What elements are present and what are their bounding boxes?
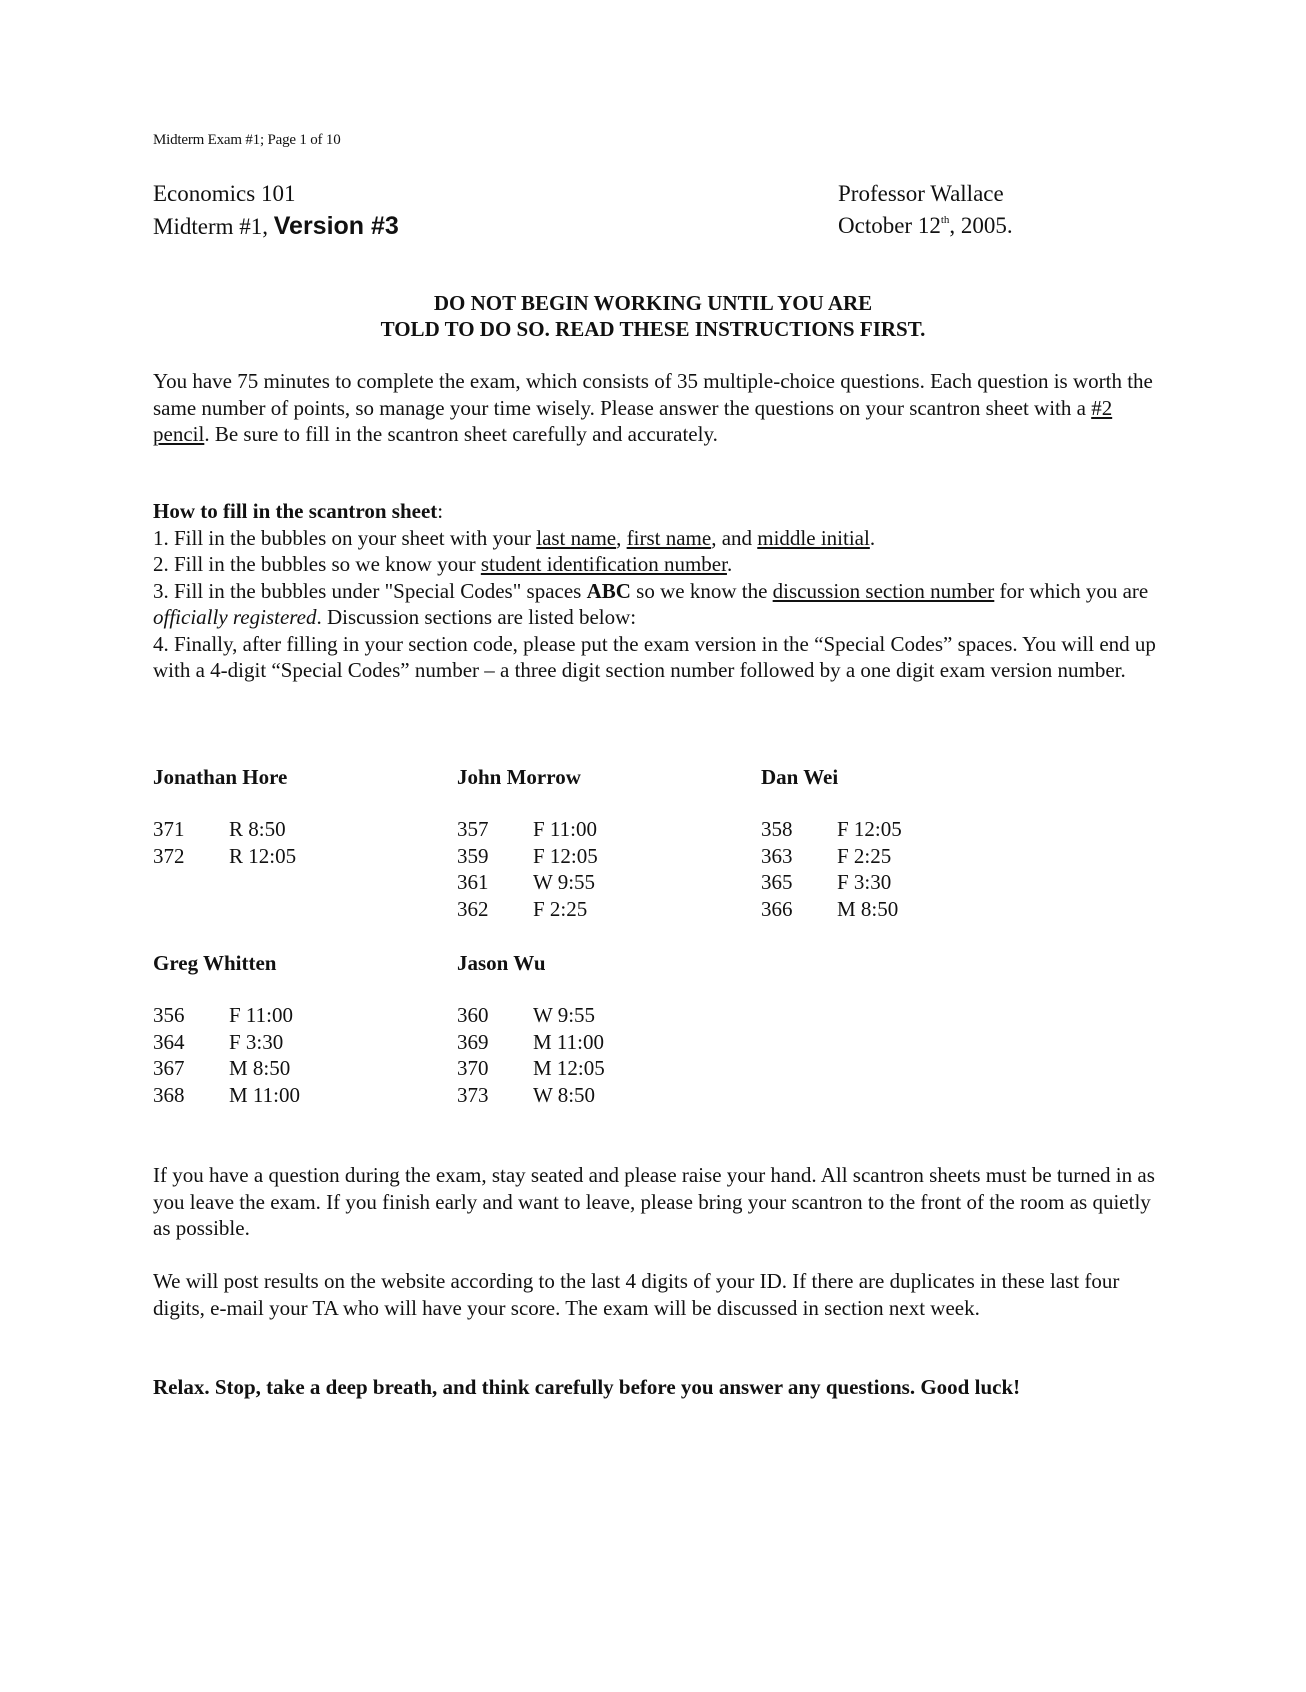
step-4: 4. Finally, after filling in your section code, please put the exam version in the “Special Codes” spaces. You will end up with a 4-digit “Special Codes” number – a three digit section number followed by a one digit exam version number.: [153, 631, 1156, 682]
section-number: 371: [153, 817, 185, 841]
section-number: 359: [457, 843, 489, 868]
section-number: 367: [153, 1056, 185, 1080]
how-to-title-text: How to fill in the scantron sheet: [153, 499, 438, 523]
step-2-end: .: [726, 552, 733, 576]
step-3-text: 3. Fill in the bubbles under "Special Codes" spaces: [153, 578, 587, 603]
section-time: R 12:05: [229, 843, 297, 868]
ta-name: John Morrow: [457, 765, 581, 789]
section-number: 368: [153, 1082, 185, 1107]
step-1-sep: ,: [616, 525, 627, 550]
step-3-end: . Discussion sections are listed below:: [316, 605, 637, 629]
warning-line-2: TOLD TO DO SO. READ THESE INSTRUCTIONS FIRST.: [380, 317, 926, 341]
section-number: 357: [457, 817, 489, 841]
section-row: [153, 816, 296, 843]
professor-name: Professor Wallace: [838, 181, 1004, 206]
section-time: F 2:25: [533, 896, 588, 921]
section-number: 360: [457, 1003, 489, 1027]
exam-date-year: , 2005.: [949, 213, 1013, 238]
last-name-text: last name: [536, 525, 617, 550]
course-name: Economics 101: [153, 181, 296, 206]
page-header: Midterm Exam #1; Page 1 of 10: [153, 132, 341, 148]
step-2-text: 2. Fill in the bubbles so we know your: [153, 552, 481, 576]
exam-prefix: Midterm #1,: [153, 214, 274, 239]
section-number-text: discussion section number: [772, 578, 995, 603]
course-block: [153, 178, 399, 243]
officially-registered-text: officially registered: [153, 605, 317, 629]
section-time: F 3:30: [837, 870, 892, 894]
exam-date: [838, 210, 1013, 242]
step-1-text: 1. Fill in the bubbles on your sheet with your: [153, 525, 537, 550]
how-to-block: [153, 498, 1163, 684]
pencil-text: #2 pencil: [153, 395, 1113, 446]
section-number: 372: [153, 843, 185, 868]
questions-paragraph: If you have a question during the exam, stay seated and please raise your hand. All scantron sheets must be turned in as you leave the exam. If you finish early and want to leave, please bring your scantron to the front of the room as quietly as possible.: [153, 1163, 1155, 1240]
section-time: M 12:05: [533, 1056, 605, 1080]
ta-name: Jonathan Hore: [153, 765, 288, 789]
warning-line-1: DO NOT BEGIN WORKING UNTIL YOU ARE: [433, 291, 873, 315]
section-row: [457, 1082, 605, 1109]
step-1-end: .: [869, 525, 876, 550]
section-time: W 9:55: [533, 1003, 596, 1027]
section-row: [761, 869, 902, 896]
step-3-mid-2: for which you are: [994, 578, 1149, 603]
section-time: W 8:50: [533, 1082, 596, 1107]
student-id-text: student identification number: [480, 552, 727, 576]
step-3: [153, 578, 1163, 631]
section-row: [457, 843, 598, 870]
section-time: W 9:55: [533, 870, 596, 894]
ta-name: Dan Wei: [761, 765, 839, 789]
middle-initial-text: middle initial: [757, 525, 870, 550]
section-row: [457, 1029, 605, 1056]
exam-title: [153, 210, 399, 243]
results-paragraph: We will post results on the website according to the last 4 digits of your ID. If there are duplicates in these last four digits, e-mail your TA who will have your score. The exam will be discussed in section next week.: [153, 1269, 1120, 1320]
abc-text: ABC: [586, 578, 631, 603]
section-row: [153, 1002, 300, 1029]
how-to-colon: :: [437, 499, 444, 523]
ta-group-wei: [761, 764, 902, 922]
first-name-text: first name: [626, 525, 712, 550]
section-row: [153, 1055, 300, 1082]
how-to-title: [153, 498, 1163, 525]
section-row: [457, 896, 598, 923]
section-time: F 2:25: [837, 843, 892, 868]
ta-group-morrow: [457, 764, 598, 922]
section-row: [761, 896, 902, 923]
section-time: F 11:00: [229, 1003, 293, 1027]
warning-heading: [153, 290, 1153, 342]
section-row: [457, 816, 598, 843]
intro-text-2: . Be sure to fill in the scantron sheet carefully and accurately.: [204, 422, 718, 446]
ta-group-wu: [457, 950, 605, 1108]
section-time: M 11:00: [533, 1029, 604, 1054]
section-time: F 12:05: [533, 843, 598, 868]
section-row: [761, 843, 902, 870]
section-time: F 11:00: [533, 817, 597, 841]
section-row: [153, 1029, 300, 1056]
section-number: 362: [457, 896, 489, 921]
exam-date-suffix: th: [940, 214, 950, 226]
section-row: [457, 869, 598, 896]
section-row: [153, 1082, 300, 1109]
step-1: [153, 525, 1163, 552]
section-time: M 8:50: [229, 1056, 291, 1080]
section-time: F 3:30: [229, 1029, 284, 1054]
section-time: R 8:50: [229, 817, 286, 841]
section-number: 358: [761, 817, 793, 841]
section-row: [457, 1055, 605, 1082]
section-number: 366: [761, 896, 793, 921]
section-number: 364: [153, 1029, 185, 1054]
intro-paragraph: [153, 368, 1163, 448]
section-number: 365: [761, 870, 793, 894]
step-2: [153, 551, 1163, 578]
section-number: 369: [457, 1029, 489, 1054]
section-time: F 12:05: [837, 817, 902, 841]
section-row: [153, 843, 296, 870]
section-number: 361: [457, 870, 489, 894]
section-number: 370: [457, 1056, 489, 1080]
ta-group-whitten: [153, 950, 300, 1108]
closing-statement: Relax. Stop, take a deep breath, and think carefully before you answer any questions. Good luck!: [153, 1375, 1021, 1399]
step-1-and: , and: [711, 525, 758, 550]
section-number: 363: [761, 843, 793, 868]
exam-date-main: October 12: [838, 213, 941, 238]
intro-text-1: You have 75 minutes to complete the exam, which consists of 35 multiple-choice questions. Each question is worth the same number of points, so manage your time wisely. Please answer the questions on your scantron sheet with a: [153, 369, 1153, 420]
section-row: [761, 816, 902, 843]
step-3-mid: so we know the: [630, 578, 773, 603]
ta-group-hore: [153, 764, 296, 869]
section-row: [457, 1002, 605, 1029]
ta-name: Greg Whitten: [153, 951, 277, 975]
section-time: M 11:00: [229, 1082, 300, 1107]
section-number: 373: [457, 1082, 489, 1107]
ta-name: Jason Wu: [457, 951, 546, 975]
exam-version: Version #3: [273, 212, 399, 240]
professor-block: [838, 178, 1013, 242]
section-time: M 8:50: [837, 896, 899, 921]
section-number: 356: [153, 1003, 185, 1027]
